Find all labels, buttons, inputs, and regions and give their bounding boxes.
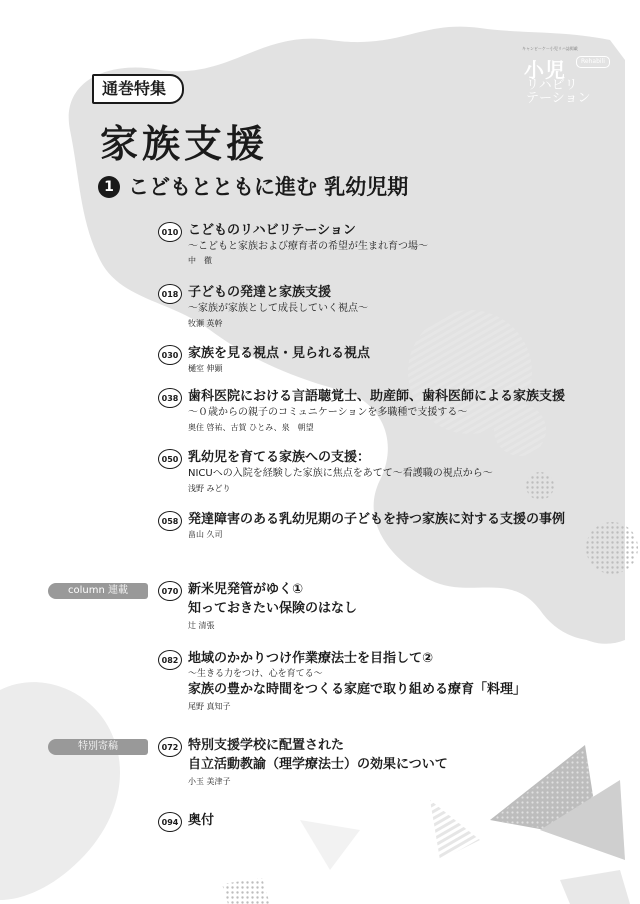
sub-title	[98, 173, 408, 201]
logo-pill: Rehabili	[576, 56, 610, 68]
sub-title-number: 1	[98, 176, 120, 198]
page-number-badge: 010	[158, 222, 182, 242]
entry-title: 奥付	[188, 813, 215, 828]
entry-title-line2: 知っておきたい保険のはなし	[188, 601, 358, 616]
entry-author: 中 徹	[188, 256, 212, 265]
entry-author: 奥住 啓祐、古賀 ひとみ、泉 朝望	[188, 423, 314, 432]
entry-author: 樋室 伸顕	[188, 364, 223, 373]
entry-title: 新米児発管がゆく①	[188, 582, 304, 597]
page-title: 家族支援	[100, 122, 269, 166]
entry-author: 牧瀬 英幹	[188, 319, 223, 328]
logo-sub-text-1: リハビリ	[526, 78, 578, 93]
logo-tagline: キャンビーケー小児リハ誌掲載	[522, 46, 578, 51]
series-label: 通巻特集	[92, 74, 184, 104]
page-number-badge: 030	[158, 345, 182, 365]
page-number-badge: 050	[158, 449, 182, 469]
entry-title: 特別支援学校に配置された	[188, 738, 345, 753]
page-number-badge: 058	[158, 511, 182, 531]
entry-subtitle: 〜家族が家族として成長していく視点〜	[188, 303, 368, 314]
entry-author: 畠山 久司	[188, 530, 223, 539]
magazine-logo	[520, 46, 620, 116]
entry-subtitle: 〜こどもと家族および療育者の希望が生まれ育つ場〜	[188, 241, 428, 252]
entry-title: 乳幼児を育てる家族への支援：	[188, 450, 371, 465]
page-number-badge: 072	[158, 737, 182, 757]
entry-author: 尾野 真知子	[188, 702, 231, 711]
page-number-badge: 082	[158, 650, 182, 670]
column-section-label: column 連載	[48, 583, 148, 599]
entry-author: 小玉 美津子	[188, 777, 231, 786]
entry-author: 辻 清張	[188, 621, 215, 630]
entry-title: こどものリハビリテーション	[188, 223, 356, 238]
page-number-badge: 038	[158, 388, 182, 408]
special-section-label: 特別寄稿	[48, 739, 148, 755]
logo-main-text: 小児	[524, 58, 566, 82]
page-number-badge: 018	[158, 284, 182, 304]
entry-title: 子どもの発達と家族支援	[188, 285, 332, 300]
page-number-badge: 094	[158, 812, 182, 832]
entry-title: 歯科医院における言語聴覚士、助産師、歯科医師による家族支援	[188, 389, 566, 404]
entry-author: 浅野 みどり	[188, 484, 231, 493]
sub-title-text: こどもとともに進む 乳幼児期	[128, 175, 409, 199]
entry-title-line2: 自立活動教諭（理学療法士）の効果について	[188, 757, 448, 772]
entry-title: 家族を見る視点・見られる視点	[188, 346, 371, 361]
entry-subtitle: 〜生きる力をつけ、心を育てる〜	[188, 669, 323, 679]
logo-sub-text-2: テーション	[526, 91, 591, 106]
entry-title: 発達障害のある乳幼児期の子どもを持つ家族に対する支援の事例	[188, 512, 566, 527]
entry-subtitle: NICUへの入院を経験した家族に焦点をあてて〜看護職の視点から〜	[188, 468, 493, 479]
entry-title: 地域のかかりつけ作業療法士を目指して②	[188, 651, 434, 666]
entry-title-line2: 家族の豊かな時間をつくる家庭で取り組める療育「料理」	[188, 682, 527, 697]
entry-subtitle: 〜０歳からの親子のコミュニケーションを多職種で支援する〜	[188, 407, 468, 418]
page-number-badge: 070	[158, 581, 182, 601]
